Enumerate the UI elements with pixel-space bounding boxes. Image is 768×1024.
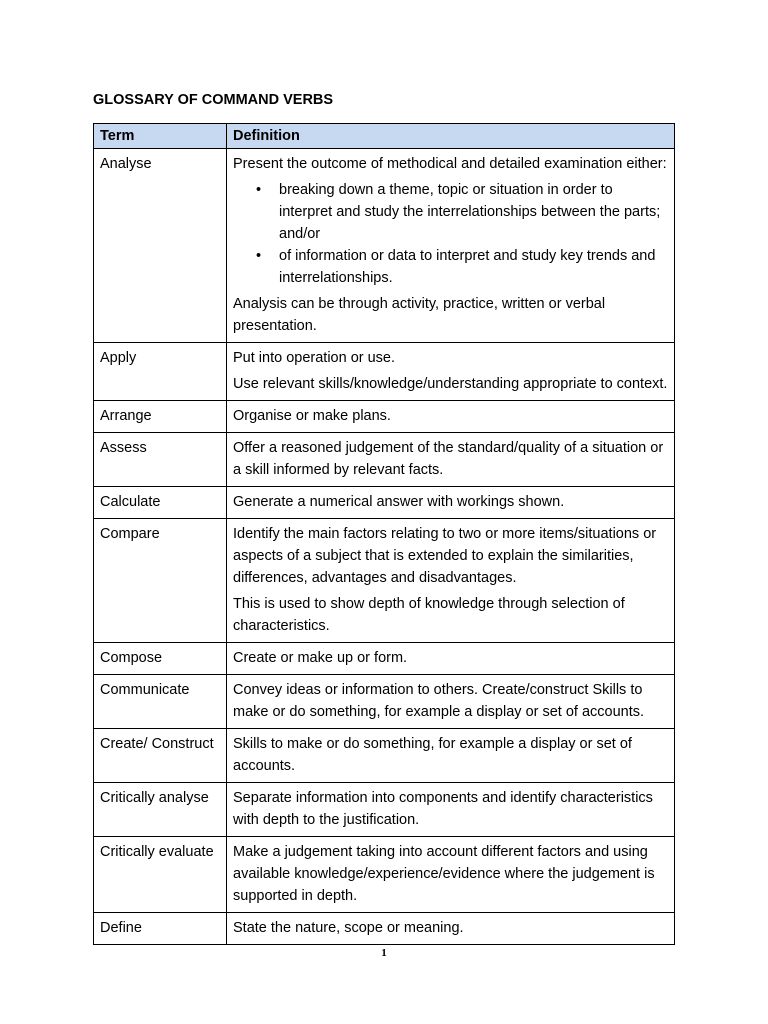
term-cell: Apply [94,343,227,401]
definition-cell [227,149,675,343]
term-cell: Compose [94,643,227,675]
definition-text: Generate a numerical answer with workings shown. [233,494,565,510]
table-row [94,401,675,433]
definition-text: Convey ideas or information to others. Create/construct Skills to make or do something, for example a display or set of accounts. [233,682,645,720]
page-number: 1 [381,947,387,959]
term-cell: Communicate [94,675,227,729]
term-cell: Define [94,913,227,945]
table-row [94,729,675,783]
bullet-icon: • [256,182,262,198]
definition-cell [227,343,675,401]
definition-cell [227,433,675,487]
definition-text: Offer a reasoned judgement of the standard/quality of a situation or a skill informed by relevant facts. [233,440,664,478]
definition-cell [227,913,675,945]
definition-cell [227,519,675,643]
definition-text: Create or make up or form. [233,650,408,666]
table-row [94,149,675,343]
table-row [94,343,675,401]
term-cell: Calculate [94,487,227,519]
definition-text: Present the outcome of methodical and detailed examination either: [233,156,667,172]
definition-cell [227,783,675,837]
table-row [94,519,675,643]
definition-text: State the nature, scope or meaning. [233,920,464,936]
table-row [94,643,675,675]
table-row [94,913,675,945]
table-row [94,487,675,519]
table-row [94,783,675,837]
definition-text: Make a judgement taking into account different factors and using available knowledge/experience/evidence where the judgement is supported in depth. [233,844,655,904]
definition-text: Separate information into components and identify characteristics with depth to the justification. [233,790,653,828]
bullet-item [256,179,668,245]
term-cell: Assess [94,433,227,487]
definition-text: This is used to show depth of knowledge through selection of characteristics. [233,596,625,634]
table-row [94,837,675,913]
definition-text: Put into operation or use. [233,350,396,366]
term-cell: Analyse [94,149,227,343]
table-header-row [94,124,675,149]
bullet-icon: • [256,248,262,264]
term-cell: Critically analyse [94,783,227,837]
definition-text: Use relevant skills/knowledge/understanding appropriate to context. [233,376,668,392]
definition-cell [227,401,675,433]
definition-cell [227,729,675,783]
page-title: GLOSSARY OF COMMAND VERBS [93,92,334,108]
term-cell: Compare [94,519,227,643]
term-cell: Create/ Construct [94,729,227,783]
header-term: Term [94,124,227,149]
header-definition: Definition [227,124,675,149]
definition-cell [227,675,675,729]
term-cell: Critically evaluate [94,837,227,913]
definition-text: Organise or make plans. [233,408,391,424]
definition-text: Identify the main factors relating to two or more items/situations or aspects of a subject that is extended to explain the similarities, differences, advantages and disadvantages. [233,526,657,586]
bullet-item [256,245,668,289]
definition-cell [227,487,675,519]
definition-text: Skills to make or do something, for example a display or set of accounts. [233,736,632,774]
glossary-table [93,123,675,945]
table-row [94,433,675,487]
definition-bullet-list [233,179,668,289]
bullet-text: breaking down a theme, topic or situation in order to interpret and study the interrelationships between the parts; and/or [279,182,661,242]
term-cell: Arrange [94,401,227,433]
definition-cell [227,643,675,675]
bullet-text: of information or data to interpret and study key trends and interrelationships. [279,248,656,286]
table-row [94,675,675,729]
definition-text: Analysis can be through activity, practice, written or verbal presentation. [233,296,606,334]
definition-cell [227,837,675,913]
